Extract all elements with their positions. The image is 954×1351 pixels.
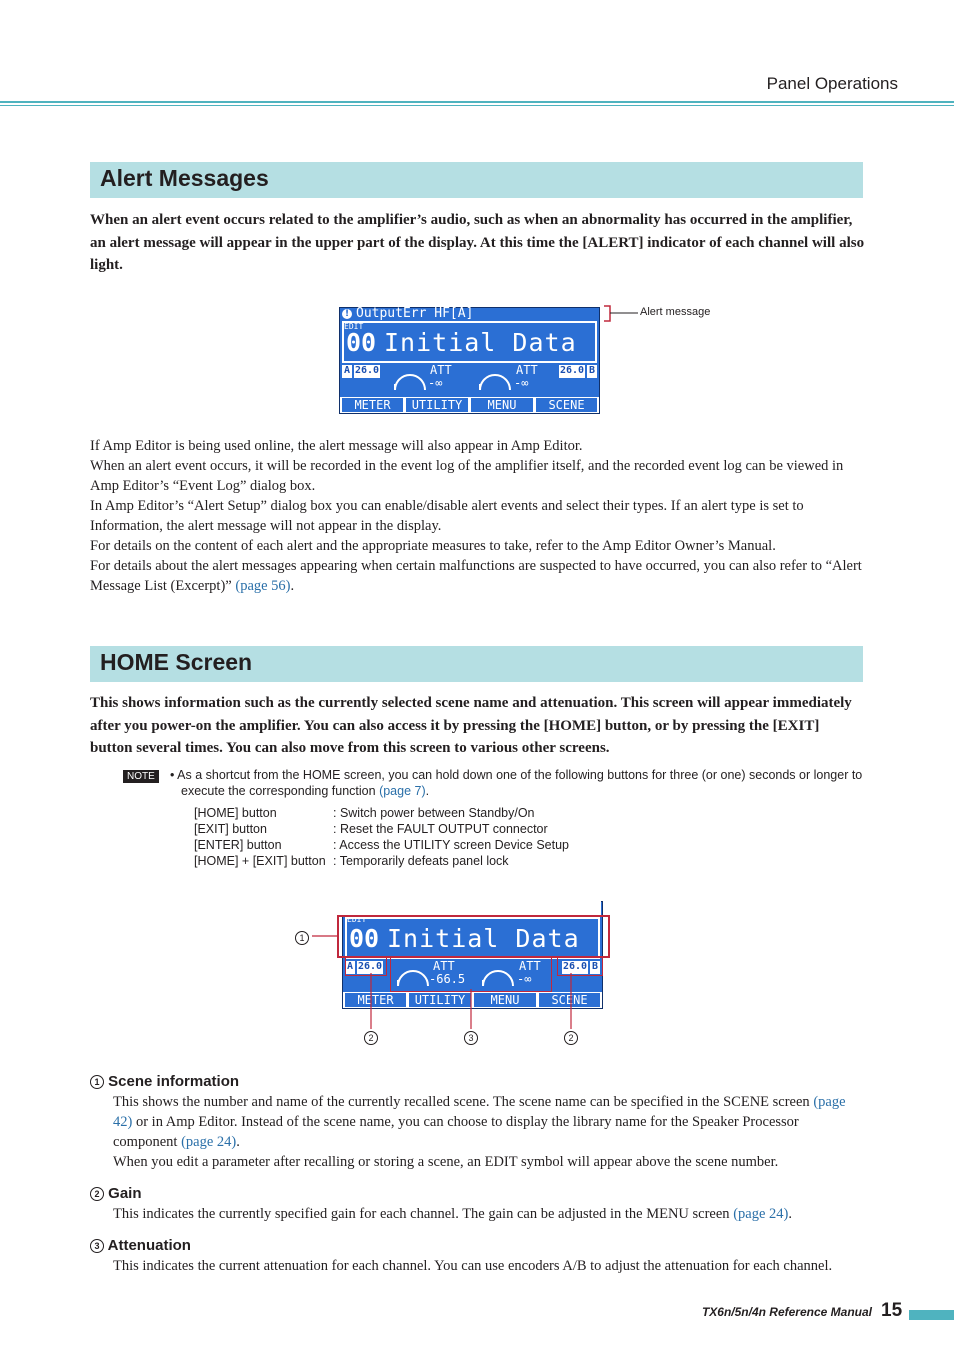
alert-para-2: When an alert event occurs, it will be recorded in the event log of the amplifier itself, and the recorded event log can be viewed in Amp Editor’s “Event Log” dialog box.: [90, 458, 844, 494]
scene-name: Initial Data: [387, 924, 580, 953]
marker-2-left: 2: [364, 1029, 378, 1047]
section-band-alert: [90, 162, 863, 198]
alert-para-4: For details on the content of each alert and the appropriate measures to take, refer to the Amp Editor Owner’s Manual.: [90, 538, 776, 554]
menu-utility: UTILITY: [409, 993, 471, 1007]
running-header: Panel Operations: [766, 74, 898, 93]
item-body-scene-information: This shows the number and name of the currently recalled scene. The scene name can be specified in the SCENE screen (page 42) or in Amp Editor. Instead of the scene name, you can choose to display the library name for the Speaker Processor component (page 24). When you edit a parameter after recalling or storing a scene, an EDIT symbol will appear above the scene number.: [113, 1094, 846, 1170]
note-body: As a shortcut from the HOME screen, you can hold down one of the following buttons for three (or one) seconds or longer to execute the corresponding function: [177, 768, 863, 798]
att-value-a: -∞: [428, 376, 443, 390]
alert-icon: !: [342, 309, 352, 319]
note-badge: NOTE: [123, 770, 159, 783]
attenuator-knob-a-icon: [392, 364, 428, 392]
alert-message-line: OutputErr HF[A]: [356, 306, 474, 321]
alert-para-3: In Amp Editor’s “Alert Setup” dialog box you can enable/disable alert events and select their types. If an alert type is set to Information, the alert message will not appear in the display.: [90, 498, 804, 534]
callout-leaders: [290, 925, 590, 1045]
footer-accent-bar: [909, 1310, 954, 1320]
edit-symbol: EDIT: [344, 322, 364, 331]
section-heading-alert: Alert Messages: [100, 165, 269, 191]
menu-utility: UTILITY: [406, 398, 468, 412]
link-page-24[interactable]: (page 24): [181, 1134, 237, 1150]
item-body-attenuation: This indicates the current attenuation for each channel. You can use encoders A/B to adjust the attenuation for each channel.: [113, 1258, 833, 1274]
gain-a: 26.0: [357, 961, 383, 972]
footer-manual-title: TX6n/5n/4n Reference Manual: [701, 1305, 872, 1319]
attenuator-knob-b-icon: [477, 364, 513, 392]
att-value-b: -∞: [517, 972, 532, 986]
scene-name: Initial Data: [384, 328, 577, 357]
shortcut-row: [EXIT] button : Reset the FAULT OUTPUT connector: [194, 822, 548, 836]
alert-body: [90, 436, 865, 596]
menu-menu: MENU: [471, 398, 533, 412]
shortcut-table: [194, 805, 569, 869]
att-label-b: ATT: [519, 959, 541, 973]
channel-a-label: A: [346, 961, 354, 972]
lcd-menu-bar: [340, 397, 599, 413]
marker-3: 3: [464, 1029, 478, 1047]
callout-alert-message: Alert message: [640, 306, 711, 318]
menu-menu: MENU: [474, 993, 536, 1007]
section-heading-home: HOME Screen: [100, 649, 253, 675]
att-label-a: ATT: [430, 363, 452, 377]
header-rule-thin: [0, 105, 954, 106]
link-page-56[interactable]: (page 56): [235, 578, 291, 594]
menu-meter: METER: [345, 993, 406, 1007]
alert-para-5: For details about the alert messages appearing when certain malfunctions are suspected to have occurred, you can also refer to “Alert Message List (Excerpt)” (page 56).: [90, 558, 862, 594]
alert-lcd-display: [339, 307, 600, 414]
item-heading-scene-information: 1 Scene information: [90, 1073, 239, 1090]
scene-number: 00: [346, 328, 377, 357]
alert-para-1: If Amp Editor is being used online, the alert message will also appear in Amp Editor.: [90, 438, 583, 454]
att-label-b: ATT: [516, 363, 538, 377]
home-lead: [90, 692, 865, 760]
callout-bracket: [600, 305, 640, 323]
link-page-7[interactable]: (page 7): [379, 784, 426, 798]
marker-1: 1: [295, 929, 309, 947]
marker-2-right: 2: [564, 1029, 578, 1047]
edit-symbol: EDIT: [347, 915, 367, 924]
link-page-24[interactable]: (page 24): [733, 1206, 789, 1222]
alert-lead-text: When an alert event occurs related to the amplifier’s audio, such as when an abnormality has occurred in the amplifier, an alert message will appear in the upper part of the display. At this time the [ALERT] indicator of each channel will also light.: [90, 212, 865, 273]
alert-lead: [90, 209, 865, 277]
shortcut-row: [ENTER] button : Access the UTILITY screen Device Setup: [194, 838, 569, 852]
gain-b: 26.0: [562, 961, 588, 972]
note-text: • As a shortcut from the HOME screen, you can hold down one of the following buttons for three (or one) seconds or longer to execute the corresponding function (page 7).: [170, 768, 863, 798]
item-heading-attenuation: 3 Attenuation: [90, 1237, 191, 1254]
item-heading-gain: 2 Gain: [90, 1185, 142, 1202]
menu-scene: SCENE: [539, 993, 600, 1007]
channel-b-label: B: [588, 365, 596, 376]
menu-meter: METER: [342, 398, 403, 412]
att-label-a: ATT: [433, 959, 455, 973]
page-number: 15: [881, 1300, 903, 1321]
channel-b-label: B: [591, 961, 599, 972]
header-rule: [0, 101, 954, 103]
item-body-gain: This indicates the currently specified gain for each channel. The gain can be adjusted in the MENU screen (page 24).: [113, 1206, 792, 1222]
att-value-b: -∞: [514, 376, 529, 390]
shortcut-row: [HOME] + [EXIT] button : Temporarily defeats panel lock: [194, 854, 509, 868]
menu-scene: SCENE: [536, 398, 597, 412]
gain-b: 26.0: [559, 365, 585, 376]
home-lead-text: This shows information such as the currently selected scene name and attenuation. This screen will appear immediately after you power-on the amplifier. You can also access it by pressing the [HOME] button, or by pressing the [EXIT] button several times. You can also move from this screen to various other screens.: [90, 695, 852, 756]
gain-a: 26.0: [354, 365, 380, 376]
att-value-a: -66.5: [429, 972, 466, 986]
scene-number: 00: [349, 924, 380, 953]
link-page-42[interactable]: (page 42): [113, 1094, 846, 1130]
channel-a-label: A: [343, 365, 351, 376]
alert-para-5-text: For details about the alert messages appearing when certain malfunctions are suspected to have occurred, you can also refer to “Alert Message List (Excerpt)”: [90, 558, 862, 594]
section-band-home: [90, 646, 863, 682]
shortcut-row: [HOME] button : Switch power between Standby/On: [194, 806, 535, 820]
